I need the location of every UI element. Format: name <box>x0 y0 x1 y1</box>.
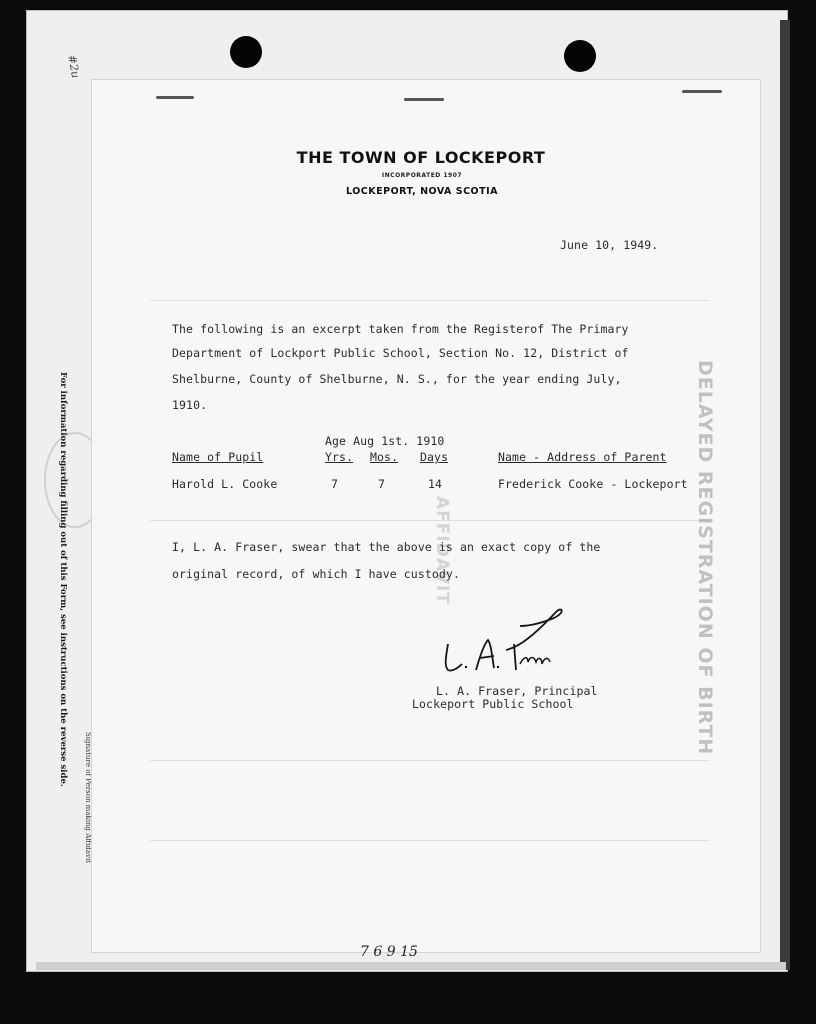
punch-hole-right <box>564 40 596 72</box>
table-cell-parent: Frederick Cooke - Lockeport <box>498 477 688 491</box>
col-header-name: Name of Pupil <box>172 450 264 464</box>
ghost-affidavit-label: AFFIDAVIT <box>432 496 452 605</box>
table-cell-name: Harold L. Cooke <box>172 477 278 491</box>
affidavit-signature-caption: Signature of Person making Affidavit <box>84 732 92 863</box>
staple-center <box>404 98 444 101</box>
letterhead-incorporated: INCORPORATED 1907 <box>381 172 463 179</box>
col-header-days: Days <box>420 450 449 464</box>
signatory-institution: Lockeport Public School <box>412 697 574 711</box>
col-header-parent: Name - Address of Parent <box>498 450 667 464</box>
form-instructions-note: For information regarding filling out of this Form, see instructions on the reverse side. <box>58 372 68 787</box>
ghost-rule <box>150 840 710 841</box>
letter-sheet <box>92 80 760 952</box>
letterhead-location: LOCKEPORT, NOVA SCOTIA <box>346 186 498 197</box>
handwritten-signature <box>436 604 566 680</box>
corner-annotation: #2u <box>65 53 83 80</box>
oath-line: I, L. A. Fraser, swear that the above is an exact copy of the <box>172 540 601 554</box>
oath-line: original record, of which I have custody. <box>172 567 460 581</box>
punch-hole-left <box>230 36 262 68</box>
signatory-name-title: L. A. Fraser, Principal <box>436 684 598 698</box>
ghost-rule <box>150 760 710 761</box>
letterhead-title: THE TOWN OF LOCKEPORT <box>296 148 546 167</box>
body-line: The following is an excerpt taken from the Registerof The Primary <box>172 322 629 336</box>
age-header: Age Aug 1st. 1910 <box>325 434 445 448</box>
table-cell-mos: 7 <box>378 477 386 491</box>
ghost-rule <box>150 520 710 521</box>
table-cell-yrs: 7 <box>331 477 339 491</box>
col-header-yrs: Yrs. <box>325 450 354 464</box>
body-line: Department of Lockport Public School, Section No. 12, District of <box>172 346 629 360</box>
page-edge-bottom <box>36 962 786 970</box>
letter-date: June 10, 1949. <box>560 238 659 252</box>
ghost-form-title: DELAYED REGISTRATION OF BIRTH <box>694 360 716 756</box>
staple-right <box>682 90 722 93</box>
body-line: 1910. <box>172 398 208 412</box>
col-header-mos: Mos. <box>370 450 399 464</box>
bottom-handwritten-marks: 7 6 9 15 <box>360 944 418 960</box>
body-line: Shelburne, County of Shelburne, N. S., for the year ending July, <box>172 372 622 386</box>
ghost-rule <box>150 300 710 301</box>
table-cell-days: 14 <box>428 477 443 491</box>
staple-left <box>156 96 194 99</box>
